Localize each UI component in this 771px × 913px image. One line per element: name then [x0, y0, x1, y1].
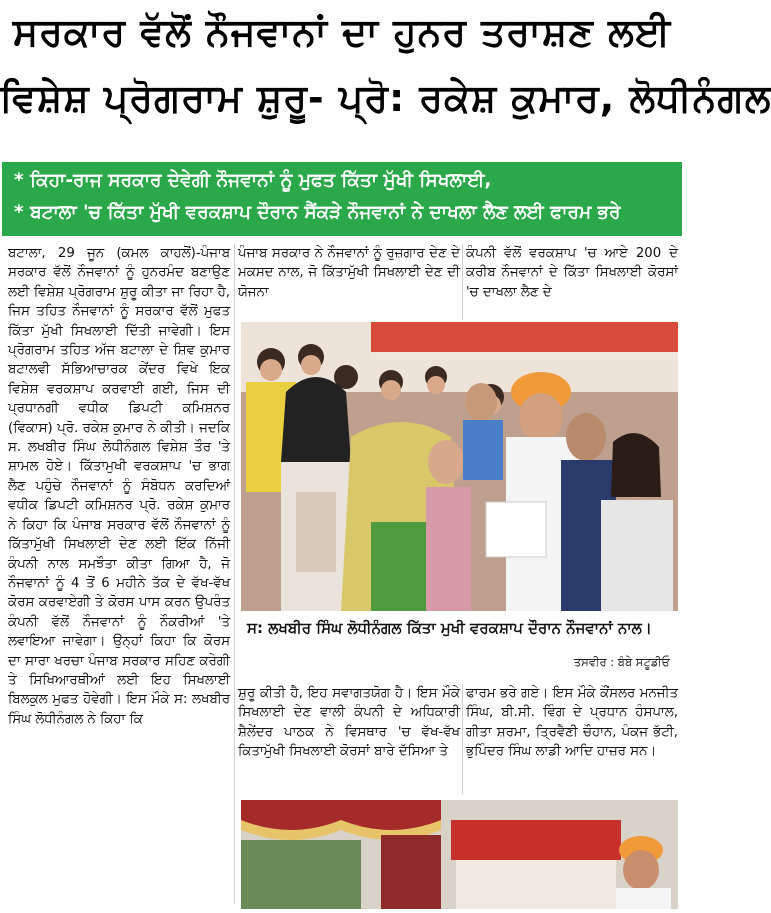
news-photo-stage: [241, 800, 678, 909]
headline-line-1: ਸਰਕਾਰ ਵੱਲੋਂ ਨੌਜਵਾਨਾਂ ਦਾ ਹੁਨਰ ਤਰਾਸ਼ਣ ਲਈ: [12, 10, 672, 54]
column-rule: [462, 244, 463, 320]
article-text: ਕੰਪਨੀ ਵੱਲੋਂ ਵਰਕਸ਼ਾਪ 'ਚ ਆਏ 200 ਦੇ ਕਰੀਬ ਨੌਜਵਾਨਾਂ ਦੇ ਕਿੱਤਾ ਸਿਖਲਾਈ ਕੋਰਸਾਂ 'ਚ ਦਾਖਲਾ ਲੈਣ ਦੇ: [466, 246, 678, 300]
photo-caption-box: [241, 611, 678, 673]
photo-caption: ਸ: ਲਖਬੀਰ ਸਿੰਘ ਲੋਧੀਨੰਗਲ ਕਿੱਤਾ ਮੁਖੀ ਵਰਕਸ਼ਾਪ ਦੌਰਾਨ ਨੌਜਵਾਨਾਂ ਨਾਲ।: [247, 619, 652, 637]
subhead-line-1: * ਕਿਹਾ-ਰਾਜ ਸਰਕਾਰ ਦੇਵੇਗੀ ਨੌਜਵਾਨਾਂ ਨੂੰ ਮੁਫਤ ਕਿੱਤਾ ਮੁੱਖੀ ਸਿਖਲਾਈ,: [14, 170, 492, 191]
article-text: ਬਟਾਲਾ, 29 ਜੂਨ (ਕਮਲ ਕਾਹਲੋਂ)-ਪੰਜਾਬ ਸਰਕਾਰ ਵੱਲੋਂ ਨੌਜਵਾਨਾਂ ਨੂੰ ਹੁਨਰਮੰਦ ਬਣਾਉਣ ਲਈ ਵਿਸ਼ੇਸ਼ ਪ੍ਰੋਗਰਾਮ ਸ਼ੁਰੂ ਕੀਤਾ ਜਾ ਰਿਹਾ ਹੈ, ਜਿਸ ਤਹਿਤ ਨੌਜਵਾਨਾਂ ਨੂੰ ਸਰਕਾਰ ਵੱਲੋਂ ਮੁਫਤ ਕਿੱਤਾ ਮੁੱਖੀ ਸਿਖਲਾਈ ਦਿੱਤੀ ਜਾਵੇਗੀ। ਇਸ ਪ੍ਰੋਗਰਾਮ ਤਹਿਤ ਅੱਜ ਬਟਾਲਾ ਦੇ ਸ਼ਿਵ ਕੁਮਾਰ ਬਟਾਲਵੀ ਸੱਭਿਆਚਾਰਕ ਕੇਂਦਰ ਵਿਖੇ ਇਕ ਵਿਸ਼ੇਸ਼ ਵਰਕਸ਼ਾਪ ਕਰਵਾਈ ਗਈ, ਜਿਸ ਦੀ ਪ੍ਰਧਾਨਗੀ ਵਧੀਕ ਡਿਪਟੀ ਕਮਿਸ਼ਨਰ (ਵਿਕਾਸ) ਪ੍ਰੋ. ਰਕੇਸ਼ ਕੁਮਾਰ ਨੇ ਕੀਤੀ। ਜਦਕਿ ਸ. ਲਖਬੀਰ ਸਿੰਘ ਲੋਧੀਨੰਗਲ ਵਿਸ਼ੇਸ਼ ਤੌਰ 'ਤੇ ਸ਼ਾਮਲ ਹੋਏ। ਕਿੱਤਾਮੁਖੀ ਵਰਕਸ਼ਾਪ 'ਚ ਭਾਗ ਲੈਣ ਪਹੁੰਚੇ ਨੌਜਵਾਨਾਂ ਨੂੰ ਸੰਬੋਧਨ ਕਰਦਿਆਂ ਵਧੀਕ ਡਿਪਟੀ ਕਮਿਸ਼ਨਰ ਪ੍ਰੋ. ਰਕੇਸ਼ ਕੁਮਾਰ ਨੇ ਕਿਹਾ ਕਿ ਪੰਜਾਬ ਸਰਕਾਰ ਵੱਲੋਂ ਨੌਜਵਾਨਾਂ ਨੂੰ ਕਿੱਤਾਮੁੱਖੀ ਸਿਖਲਾਈ ਦੇਣ ਲਈ ਇੱਕ ਨਿੱਜੀ ਕੰਪਨੀ ਨਾਲ ਸਮਝੌਤਾ ਕੀਤਾ ਗਿਆ ਹੈ, ਜੋ ਨੌਜਵਾਨਾਂ ਨੂੰ 4 ਤੋਂ 6 ਮਹੀਨੇ ਤੱਕ ਦੇ ਵੱਖ-ਵੱਖ ਕੋਰਸ ਕਰਵਾਏਗੀ ਤੇ ਕੋਰਸ ਪਾਸ ਕਰਨ ਉਪਰੰਤ ਕੰਪਨੀ ਵੱਲੋਂ ਨੌਜਵਾਨਾਂ ਨੂੰ ਨੌਕਰੀਆਂ 'ਤੇ ਲਵਾਇਆ ਜਾਵੇਗਾ। ਉਨ੍ਹਾਂ ਕਿਹਾ ਕਿ ਕੋਰਸ ਦਾ ਸਾਰਾ ਖਰਚਾ ਪੰਜਾਬ ਸਰਕਾਰ ਸਹਿਣ ਕਰੇਗੀ ਤੇ ਸਿਖਿਆਰਥੀਆਂ ਲਈ ਇਹ ਸਿਖਲਾਈ ਬਿਲਕੁਲ ਮੁਫਤ ਹੋਵੇਗੀ। ਇਸ ਮੌਕੇ ਸ: ਲਖਬੀਰ ਸਿੰਘ ਲੋਧੀਨੰਗਲ ਨੇ ਕਿਹਾ ਕਿ: [8, 246, 230, 727]
article-column-3-bottom: [466, 684, 678, 762]
column-rule: [462, 684, 463, 794]
news-photo-workshop: [241, 322, 678, 611]
article-column-1: [8, 244, 230, 729]
article-column-2-top: [238, 244, 460, 302]
article-text: ਫਾਰਮ ਭਰੇ ਗਏ। ਇਸ ਮੌਕੇ ਕੌਂਸਲਰ ਮਨਜੀਤ ਸਿੰਘ, ਬੀ.ਸੀ. ਵਿੰਗ ਦੇ ਪ੍ਰਧਾਨ ਹੰਸਪਾਲ, ਗੀਤਾ ਸ਼ਰਮਾ, ਤ੍ਰਿਵੈਣੀ ਚੌਹਾਨ, ਪੰਕਜ ਭੱਟੀ, ਭੁਪਿੰਦਰ ਸਿੰਘ ਲਾਡੀ ਆਦਿ ਹਾਜ਼ਰ ਸਨ।: [466, 686, 678, 760]
photo-illustration: [241, 322, 678, 611]
article-text: ਪੰਜਾਬ ਸਰਕਾਰ ਨੇ ਨੌਜਵਾਨਾਂ ਨੂੰ ਰੁਜ਼ਗਾਰ ਦੇਣ ਦੇ ਮਕਸਦ ਨਾਲ, ਜੋ ਕਿੱਤਾਮੁੱਖੀ ਸਿਖਲਾਈ ਦੇਣ ਦੀ ਯੋਜਨਾ: [238, 246, 460, 300]
photo-illustration-2: [241, 800, 678, 909]
subhead-line-2: * ਬਟਾਲਾ 'ਚ ਕਿੱਤਾ ਮੁੱਖੀ ਵਰਕਸ਼ਾਪ ਦੌਰਾਨ ਸੈਂਕੜੇ ਨੌਜਵਾਨਾਂ ਨੇ ਦਾਖਲਾ ਲੈਣ ਲਈ ਫਾਰਮ ਭਰੇ: [14, 202, 621, 223]
headline-line-2: ਵਿਸ਼ੇਸ਼ ਪ੍ਰੋਗਰਾਮ ਸ਼ੁਰੂ- ਪ੍ਰੋ: ਰਕੇਸ਼ ਕੁਮਾਰ, ਲੋਧੀਨੰਗਲ: [0, 76, 771, 120]
article-column-3-top: [466, 244, 678, 302]
photo-credit: ਤਸਵੀਰ : ਬੰਬੇ ਸਟੂਡੀਓ: [573, 655, 670, 669]
article-text: ਸ਼ੁਰੂ ਕੀਤੀ ਹੈ, ਇਹ ਸਵਾਗਤਯੋਗ ਹੈ। ਇਸ ਮੌਕੇ ਸਿਖਲਾਈ ਦੇਣ ਵਾਲੀ ਕੰਪਨੀ ਦੇ ਅਧਿਕਾਰੀ ਸ਼ੈਲੇਂਦਰ ਪਾਠਕ ਨੇ ਵਿਸਥਾਰ 'ਚ ਵੱਖ-ਵੱਖ ਕਿਤਾਮੁੱਖੀ ਸਿਖਲਾਈ ਕੋਰਸਾਂ ਬਾਰੇ ਦੱਸਿਆ ਤੇ: [238, 686, 460, 760]
article-column-2-bottom: [238, 684, 460, 762]
subhead-bar: [2, 162, 682, 236]
column-rule: [234, 244, 235, 904]
